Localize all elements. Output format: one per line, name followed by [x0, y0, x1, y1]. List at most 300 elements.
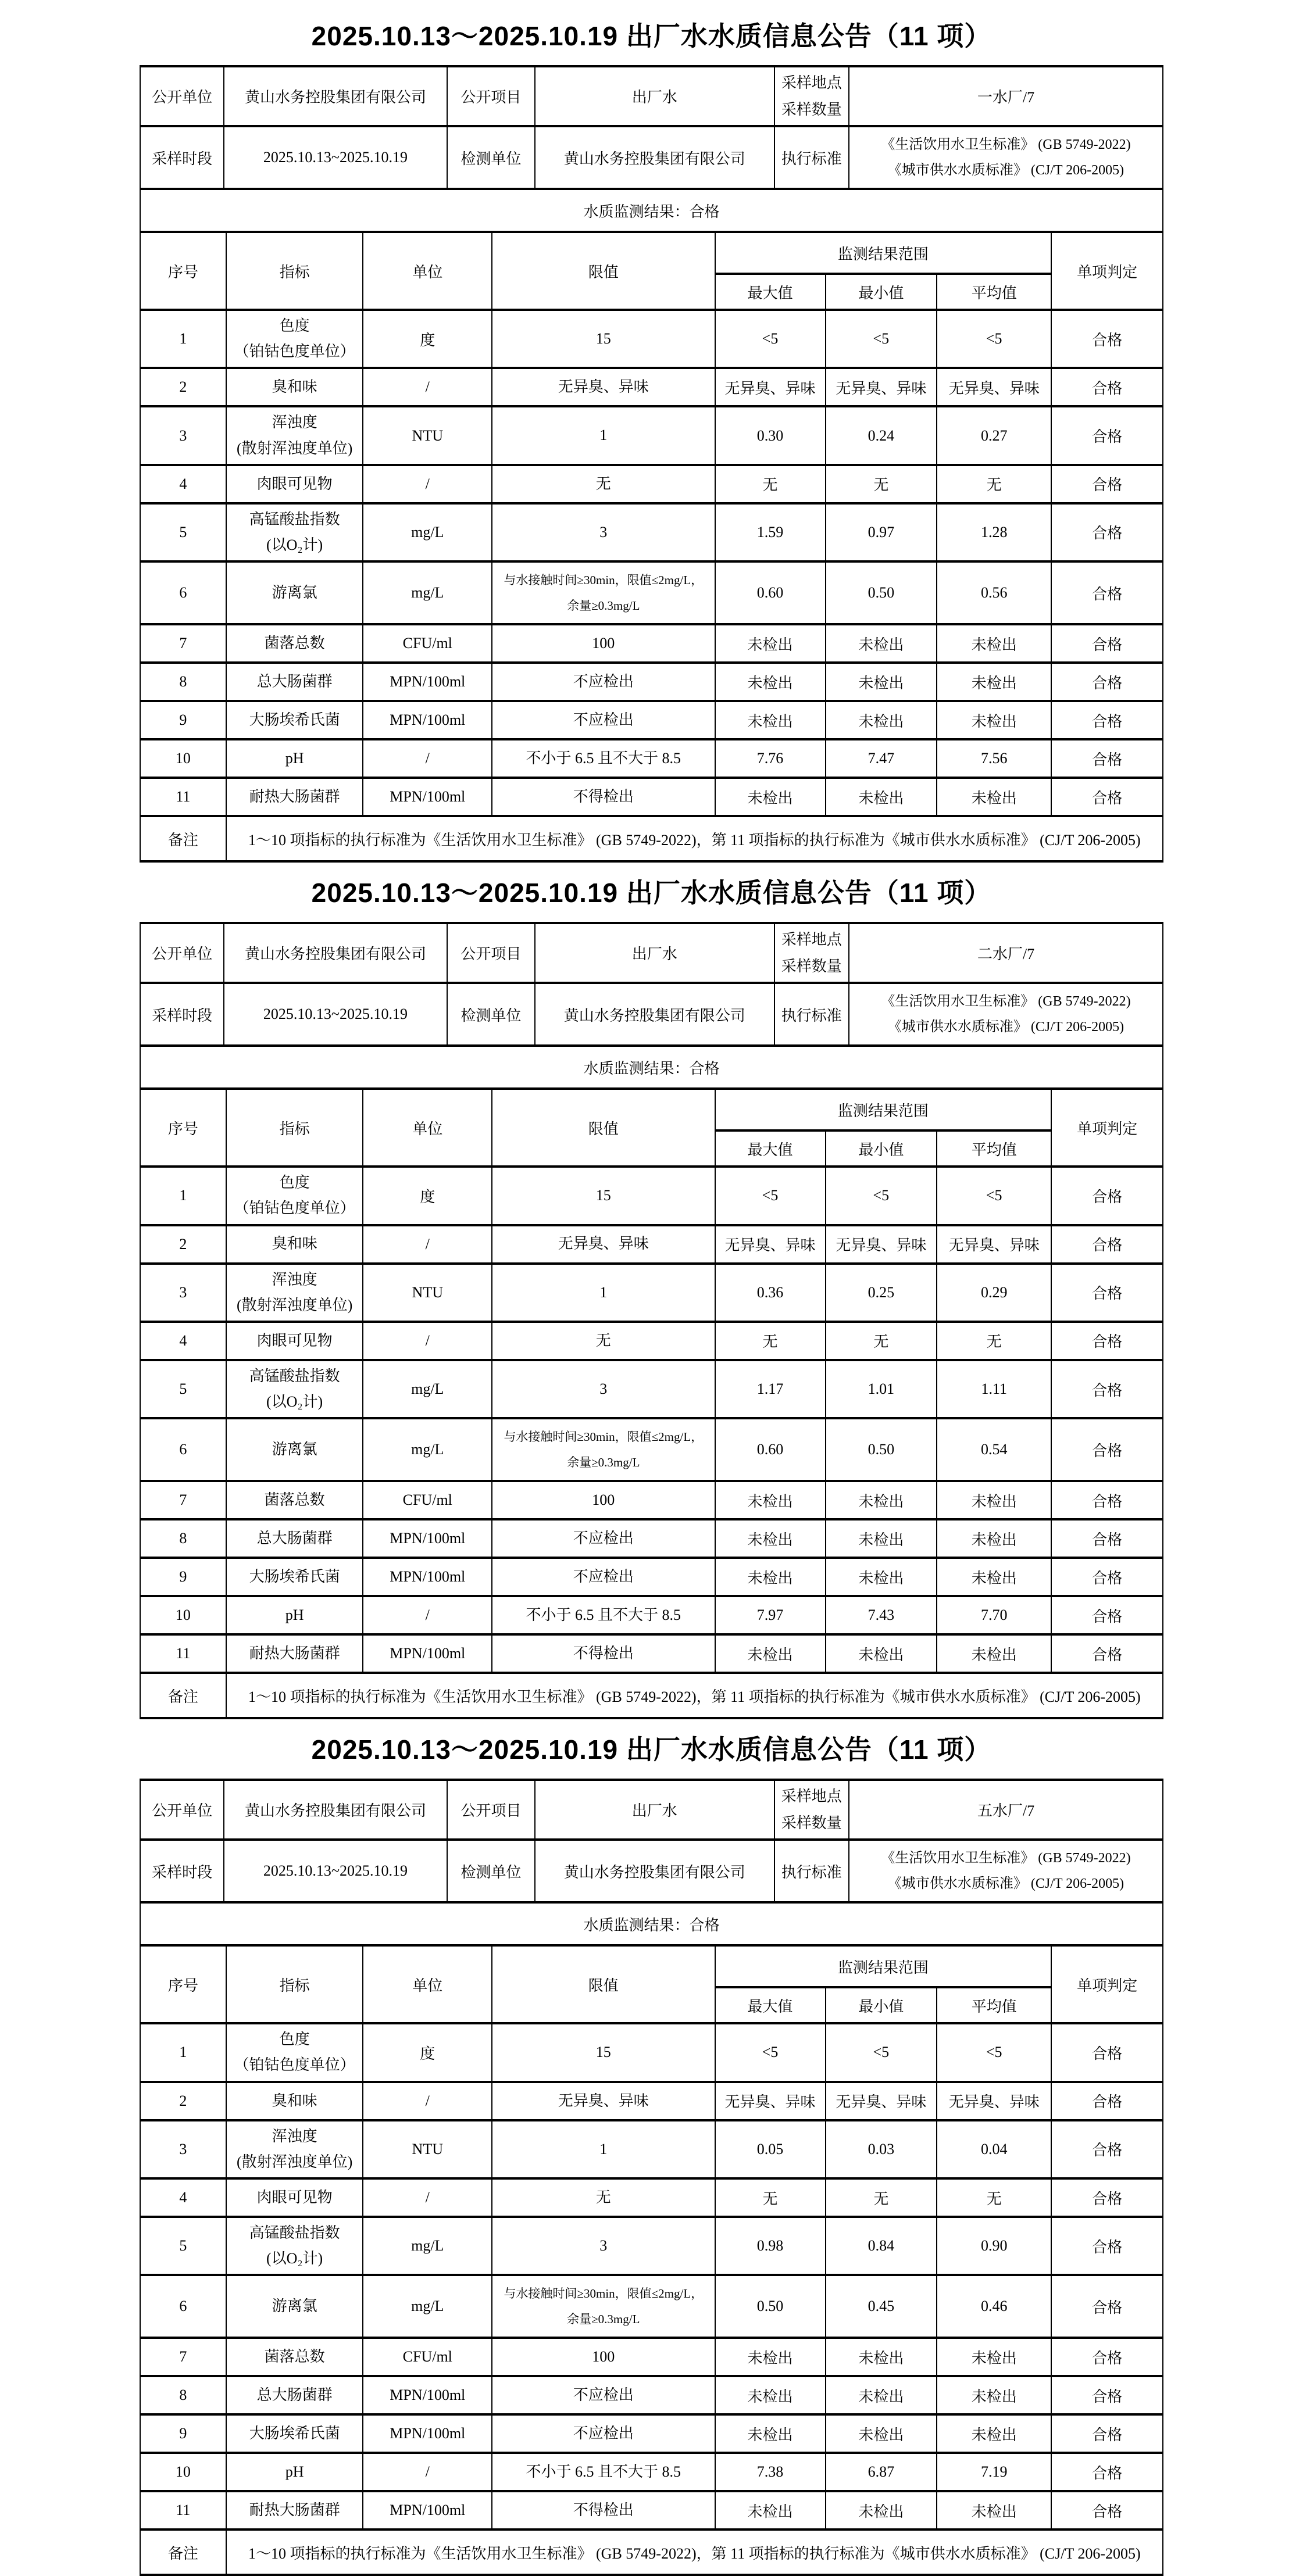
site-label-line: 采样数量	[781, 957, 842, 975]
indicator-name-cell	[226, 2491, 363, 2530]
limit-cell	[492, 1167, 715, 1225]
indicator-name-line: 耐热大肠菌群	[249, 788, 340, 806]
indicator-name-cell	[226, 663, 363, 701]
max-value-cell: 0.60	[715, 1418, 826, 1481]
avg-value-cell: 1.11	[937, 1360, 1051, 1418]
limit-cell	[492, 778, 715, 816]
standard-label: 执行标准	[774, 126, 849, 189]
indicator-row	[140, 561, 1163, 624]
judgement-cell: 合格	[1051, 2082, 1163, 2120]
max-value-cell: 0.36	[715, 1264, 826, 1322]
indicator-row	[140, 1558, 1163, 1596]
indicator-name-line: pH	[285, 750, 304, 767]
limit-line: 不小于 6.5 且不大于 8.5	[526, 2463, 681, 2481]
avg-value-cell: 未检出	[937, 2414, 1051, 2453]
indicator-row	[140, 2082, 1163, 2120]
min-value-cell: 0.84	[826, 2217, 937, 2275]
max-value-cell: 未检出	[715, 778, 826, 816]
unit-cell: MPN/100ml	[363, 2414, 492, 2453]
col-judge: 单项判定	[1051, 233, 1163, 310]
indicator-name-cell	[226, 1634, 363, 1673]
indicator-name-line: 臭和味	[272, 1235, 317, 1253]
indicator-name-cell	[226, 2376, 363, 2414]
max-value-cell: 未检出	[715, 663, 826, 701]
limit-line: 15	[595, 330, 611, 348]
unit-cell: MPN/100ml	[363, 778, 492, 816]
judgement-cell: 合格	[1051, 2120, 1163, 2178]
indicator-name-line: (散射浑浊度单位)	[236, 1296, 353, 1314]
limit-line: 100	[592, 2348, 615, 2366]
avg-value-cell: 未检出	[937, 778, 1051, 816]
max-value-cell: 无异臭、异味	[715, 1225, 826, 1264]
indicator-name-cell	[226, 2082, 363, 2120]
seq-cell: 10	[140, 739, 226, 778]
avg-value-cell: 无异臭、异味	[937, 2082, 1051, 2120]
min-value-cell: 未检出	[826, 701, 937, 739]
max-value-cell: 1.17	[715, 1360, 826, 1418]
unit-cell: MPN/100ml	[363, 663, 492, 701]
judgement-cell: 合格	[1051, 561, 1163, 624]
info-row	[140, 126, 1163, 189]
limit-cell	[492, 465, 715, 503]
indicator-name-cell	[226, 2217, 363, 2275]
publish-unit-value: 黄山水务控股集团有限公司	[224, 66, 447, 126]
page-title: 2025.10.13～2025.10.19 出厂水水质信息公告（11 项）	[311, 21, 992, 51]
col-limit: 限值	[492, 233, 715, 310]
indicator-name-line: （铂钴色度单位）	[234, 1200, 355, 1217]
seq-cell: 2	[140, 2082, 226, 2120]
remark-label: 备注	[140, 1673, 226, 1718]
indicator-name-line: 菌落总数	[264, 635, 325, 652]
avg-value-cell: 无	[937, 465, 1051, 503]
seq-cell: 7	[140, 624, 226, 663]
max-value-cell: 未检出	[715, 1519, 826, 1558]
col-limit: 限值	[492, 1947, 715, 2023]
unit-cell: mg/L	[363, 2275, 492, 2338]
limit-cell	[492, 310, 715, 368]
limit-cell	[492, 2376, 715, 2414]
result-banner: 水质监测结果：合格	[140, 1904, 1163, 1945]
test-unit-value: 黄山水务控股集团有限公司	[535, 126, 774, 189]
indicator-name-line: 臭和味	[272, 378, 317, 396]
judgement-cell: 合格	[1051, 2178, 1163, 2217]
indicator-row	[140, 406, 1163, 464]
indicator-row	[140, 1360, 1163, 1418]
info-table	[140, 922, 1163, 1047]
indicator-name-line: 色度	[279, 317, 310, 334]
max-value-cell: 无	[715, 2178, 826, 2217]
indicator-name-line: 游离氯	[272, 584, 317, 602]
indicator-name-line: 耐热大肠菌群	[249, 2502, 340, 2519]
min-value-cell: 0.97	[826, 503, 937, 561]
col-min: 最小值	[826, 274, 937, 310]
col-min: 最小值	[826, 1987, 937, 2023]
limit-cell	[492, 701, 715, 739]
unit-cell: mg/L	[363, 1418, 492, 1481]
site-label	[774, 923, 849, 983]
limit-line: 与水接触时间≥30min，限值≤2mg/L，	[504, 1430, 704, 1444]
max-value-cell: <5	[715, 310, 826, 368]
seq-cell: 10	[140, 2453, 226, 2491]
col-max: 最大值	[715, 1130, 826, 1167]
seq-cell: 10	[140, 1596, 226, 1634]
seq-cell: 3	[140, 406, 226, 464]
judgement-cell: 合格	[1051, 739, 1163, 778]
publish-unit-value: 黄山水务控股集团有限公司	[224, 923, 447, 983]
limit-line: 15	[595, 2044, 611, 2061]
seq-cell: 8	[140, 1519, 226, 1558]
avg-value-cell: 无异臭、异味	[937, 368, 1051, 406]
data-table	[140, 1090, 1163, 1719]
limit-line: 无异臭、异味	[558, 378, 649, 396]
seq-cell: 7	[140, 2338, 226, 2376]
min-value-cell: <5	[826, 2023, 937, 2081]
indicator-row	[140, 778, 1163, 816]
publish-unit-value: 黄山水务控股集团有限公司	[224, 1780, 447, 1840]
min-value-cell: 6.87	[826, 2453, 937, 2491]
min-value-cell: 1.01	[826, 1360, 937, 1418]
indicator-name-line: (散射浑浊度单位)	[236, 439, 353, 457]
standard-label: 执行标准	[774, 1840, 849, 1902]
project-label: 公开项目	[447, 923, 535, 983]
document-page	[140, 0, 1163, 2576]
col-unit: 单位	[363, 1947, 492, 2023]
indicator-tbody	[140, 1167, 1163, 1673]
standard-line: 《生活饮用水卫生标准》 (GB 5749-2022)	[881, 993, 1131, 1009]
result-banner-row	[140, 1904, 1163, 1945]
judgement-cell: 合格	[1051, 2453, 1163, 2491]
indicator-row	[140, 1481, 1163, 1519]
limit-line: 不得检出	[573, 2502, 634, 2519]
remark-row	[140, 816, 1163, 861]
col-unit: 单位	[363, 233, 492, 310]
header-row	[140, 1090, 1163, 1130]
max-value-cell: 未检出	[715, 2491, 826, 2530]
announcement-block	[140, 872, 1163, 1719]
avg-value-cell: 未检出	[937, 1558, 1051, 1596]
limit-line: 无异臭、异味	[558, 1235, 649, 1253]
col-avg: 平均值	[937, 274, 1051, 310]
seq-cell: 11	[140, 778, 226, 816]
min-value-cell: 无异臭、异味	[826, 368, 937, 406]
limit-line: 不应检出	[573, 2387, 634, 2404]
seq-cell: 5	[140, 503, 226, 561]
unit-cell: NTU	[363, 406, 492, 464]
max-value-cell: 0.05	[715, 2120, 826, 2178]
limit-cell	[492, 2217, 715, 2275]
min-value-cell: 未检出	[826, 1519, 937, 1558]
judgement-cell: 合格	[1051, 624, 1163, 663]
max-value-cell: 未检出	[715, 701, 826, 739]
max-value-cell: 0.98	[715, 2217, 826, 2275]
page-title: 2025.10.13～2025.10.19 出厂水水质信息公告（11 项）	[311, 878, 992, 908]
indicator-name-line: 菌落总数	[264, 1491, 325, 1509]
info-row	[140, 983, 1163, 1046]
max-value-cell: 未检出	[715, 1481, 826, 1519]
indicator-name-line: 肉眼可见物	[256, 1332, 333, 1349]
judgement-cell: 合格	[1051, 2275, 1163, 2338]
limit-cell	[492, 368, 715, 406]
indicator-name-line: 高锰酸盐指数	[249, 510, 340, 528]
indicator-name-line: pH	[285, 1607, 304, 1624]
limit-line: 不小于 6.5 且不大于 8.5	[526, 1607, 681, 1624]
unit-cell: 度	[363, 2023, 492, 2081]
seq-cell: 3	[140, 1264, 226, 1322]
data-table	[140, 233, 1163, 863]
unit-cell: MPN/100ml	[363, 1634, 492, 1673]
max-value-cell: 未检出	[715, 2414, 826, 2453]
limit-line: 100	[592, 635, 615, 652]
indicator-name-line: （铂钴色度单位）	[234, 2056, 355, 2074]
min-value-cell: 未检出	[826, 778, 937, 816]
header-row	[140, 233, 1163, 274]
seq-cell: 2	[140, 368, 226, 406]
indicator-row	[140, 310, 1163, 368]
indicator-name-cell	[226, 701, 363, 739]
seq-cell: 6	[140, 2275, 226, 2338]
limit-line: 3	[599, 2237, 608, 2255]
limit-line: 100	[592, 1491, 615, 1509]
publish-unit-label: 公开单位	[140, 1780, 224, 1840]
announcement-block	[140, 15, 1163, 863]
max-value-cell: 未检出	[715, 624, 826, 663]
limit-cell	[492, 503, 715, 561]
period-value: 2025.10.13~2025.10.19	[224, 983, 447, 1046]
unit-cell: MPN/100ml	[363, 2376, 492, 2414]
min-value-cell: 无	[826, 465, 937, 503]
avg-value-cell: 无异臭、异味	[937, 1225, 1051, 1264]
indicator-row	[140, 624, 1163, 663]
max-value-cell: 0.50	[715, 2275, 826, 2338]
indicator-name-cell	[226, 2120, 363, 2178]
avg-value-cell: 1.28	[937, 503, 1051, 561]
limit-cell	[492, 2453, 715, 2491]
min-value-cell: 7.43	[826, 1596, 937, 1634]
remark-label: 备注	[140, 816, 226, 861]
seq-cell: 1	[140, 310, 226, 368]
limit-cell	[492, 2275, 715, 2338]
indicator-name-cell	[226, 2023, 363, 2081]
col-max: 最大值	[715, 1987, 826, 2023]
seq-cell: 9	[140, 701, 226, 739]
limit-cell	[492, 1360, 715, 1418]
col-range: 监测结果范围	[715, 1947, 1052, 1987]
limit-cell	[492, 2178, 715, 2217]
seq-cell: 6	[140, 561, 226, 624]
avg-value-cell: 0.46	[937, 2275, 1051, 2338]
judgement-cell: 合格	[1051, 1225, 1163, 1264]
indicator-row	[140, 503, 1163, 561]
site-value: 二水厂/7	[849, 923, 1163, 983]
unit-cell: CFU/ml	[363, 1481, 492, 1519]
indicator-row	[140, 2453, 1163, 2491]
indicator-name-line: 色度	[279, 1174, 310, 1192]
seq-cell: 2	[140, 1225, 226, 1264]
avg-value-cell: 0.04	[937, 2120, 1051, 2178]
col-max: 最大值	[715, 274, 826, 310]
standard-value	[849, 1840, 1163, 1902]
indicator-name-line: 臭和味	[272, 2092, 317, 2109]
indicator-row	[140, 1167, 1163, 1225]
min-value-cell: 未检出	[826, 663, 937, 701]
unit-cell: NTU	[363, 2120, 492, 2178]
limit-cell	[492, 1558, 715, 1596]
test-unit-value: 黄山水务控股集团有限公司	[535, 983, 774, 1046]
indicator-name-cell	[226, 465, 363, 503]
avg-value-cell: 0.54	[937, 1418, 1051, 1481]
col-judge: 单项判定	[1051, 1947, 1163, 2023]
min-value-cell: 无异臭、异味	[826, 2082, 937, 2120]
col-limit: 限值	[492, 1090, 715, 1167]
indicator-name-cell	[226, 2178, 363, 2217]
min-value-cell: 未检出	[826, 2414, 937, 2453]
standard-line: 《城市供水水质标准》 (CJ/T 206-2005)	[887, 163, 1124, 178]
limit-cell	[492, 1418, 715, 1481]
limit-line: 不应检出	[573, 673, 634, 690]
indicator-name-line: 总大肠菌群	[256, 2387, 333, 2404]
indicator-name-cell	[226, 310, 363, 368]
limit-line: 3	[599, 1380, 608, 1397]
seq-cell: 6	[140, 1418, 226, 1481]
avg-value-cell: 未检出	[937, 1481, 1051, 1519]
limit-cell	[492, 2023, 715, 2081]
indicator-row	[140, 2023, 1163, 2081]
limit-cell	[492, 1322, 715, 1360]
header-row	[140, 1947, 1163, 1987]
remark-text: 1～10 项指标的执行标准为《生活饮用水卫生标准》 (GB 5749-2022)，第 11 项指标的执行标准为《城市供水水质标准》 (CJ/T 206-2005)	[226, 816, 1163, 861]
judgement-cell: 合格	[1051, 1558, 1163, 1596]
limit-line: 余量≥0.3mg/L	[567, 599, 640, 613]
judgement-cell: 合格	[1051, 2217, 1163, 2275]
seq-cell: 8	[140, 663, 226, 701]
unit-cell: MPN/100ml	[363, 2491, 492, 2530]
unit-cell: /	[363, 2178, 492, 2217]
avg-value-cell: 未检出	[937, 2491, 1051, 2530]
min-value-cell: 无	[826, 1322, 937, 1360]
seq-cell: 4	[140, 1322, 226, 1360]
limit-cell	[492, 561, 715, 624]
result-banner: 水质监测结果：合格	[140, 190, 1163, 232]
indicator-name-cell	[226, 778, 363, 816]
indicator-name-line: 大肠埃希氏菌	[249, 1568, 340, 1586]
avg-value-cell: 未检出	[937, 624, 1051, 663]
indicator-row	[140, 2217, 1163, 2275]
indicator-name-line: 高锰酸盐指数	[249, 2224, 340, 2241]
min-value-cell: 无异臭、异味	[826, 1225, 937, 1264]
max-value-cell: 无	[715, 1322, 826, 1360]
unit-cell: MPN/100ml	[363, 701, 492, 739]
col-range: 监测结果范围	[715, 1090, 1052, 1130]
min-value-cell: 未检出	[826, 2491, 937, 2530]
page-title: 2025.10.13～2025.10.19 出厂水水质信息公告（11 项）	[311, 1734, 992, 1765]
indicator-row	[140, 2275, 1163, 2338]
site-value: 五水厂/7	[849, 1780, 1163, 1840]
max-value-cell: 1.59	[715, 503, 826, 561]
indicator-name-line: 浑浊度	[272, 2127, 317, 2145]
min-value-cell: 0.25	[826, 1264, 937, 1322]
limit-line: 余量≥0.3mg/L	[567, 1455, 640, 1470]
indicator-name-line: 耐热大肠菌群	[249, 1645, 340, 1662]
seq-cell: 5	[140, 1360, 226, 1418]
limit-cell	[492, 1481, 715, 1519]
indicator-row	[140, 2491, 1163, 2530]
unit-cell: CFU/ml	[363, 624, 492, 663]
seq-cell: 11	[140, 1634, 226, 1673]
indicator-row	[140, 701, 1163, 739]
min-value-cell: 无	[826, 2178, 937, 2217]
unit-cell: /	[363, 739, 492, 778]
limit-line: 不得检出	[573, 1645, 634, 1662]
col-indicator: 指标	[226, 1947, 363, 2023]
max-value-cell: 0.60	[715, 561, 826, 624]
limit-line: 1	[599, 427, 608, 444]
seq-cell: 4	[140, 2178, 226, 2217]
avg-value-cell: 未检出	[937, 1634, 1051, 1673]
test-unit-value: 黄山水务控股集团有限公司	[535, 1840, 774, 1902]
period-value: 2025.10.13~2025.10.19	[224, 1840, 447, 1902]
judgement-cell: 合格	[1051, 1519, 1163, 1558]
limit-line: 不应检出	[573, 1568, 634, 1586]
judgement-cell: 合格	[1051, 2023, 1163, 2081]
standard-line: 《城市供水水质标准》 (CJ/T 206-2005)	[887, 1019, 1124, 1035]
seq-cell: 7	[140, 1481, 226, 1519]
seq-cell: 5	[140, 2217, 226, 2275]
limit-cell	[492, 1519, 715, 1558]
avg-value-cell: <5	[937, 310, 1051, 368]
judgement-cell: 合格	[1051, 310, 1163, 368]
limit-line: 1	[599, 1283, 608, 1301]
indicator-row	[140, 2338, 1163, 2376]
indicator-name-line: 游离氯	[272, 2298, 317, 2315]
limit-line: 无异臭、异味	[558, 2092, 649, 2109]
max-value-cell: <5	[715, 1167, 826, 1225]
indicator-name-cell	[226, 2275, 363, 2338]
info-table	[140, 65, 1163, 190]
max-value-cell: 7.38	[715, 2453, 826, 2491]
result-banner-table	[140, 190, 1163, 233]
limit-line: 无	[595, 1332, 611, 1349]
indicator-name-cell	[226, 1481, 363, 1519]
judgement-cell: 合格	[1051, 701, 1163, 739]
remark-label: 备注	[140, 2530, 226, 2575]
project-value: 出厂水	[535, 66, 774, 126]
avg-value-cell: 未检出	[937, 2338, 1051, 2376]
max-value-cell: 未检出	[715, 1634, 826, 1673]
unit-cell: /	[363, 465, 492, 503]
limit-line: 不小于 6.5 且不大于 8.5	[526, 750, 681, 767]
avg-value-cell: <5	[937, 2023, 1051, 2081]
indicator-name-cell	[226, 1167, 363, 1225]
limit-line: 无	[595, 475, 611, 492]
indicator-name-cell	[226, 1418, 363, 1481]
min-value-cell: 未检出	[826, 1481, 937, 1519]
limit-cell	[492, 1634, 715, 1673]
indicator-name-line: 总大肠菌群	[256, 673, 333, 690]
limit-line: 余量≥0.3mg/L	[567, 2312, 640, 2327]
avg-value-cell: 7.70	[937, 1596, 1051, 1634]
unit-cell: /	[363, 368, 492, 406]
limit-cell	[492, 1225, 715, 1264]
unit-cell: /	[363, 1225, 492, 1264]
seq-cell: 3	[140, 2120, 226, 2178]
indicator-row	[140, 1634, 1163, 1673]
unit-cell: mg/L	[363, 561, 492, 624]
min-value-cell: 未检出	[826, 2338, 937, 2376]
max-value-cell: 无异臭、异味	[715, 2082, 826, 2120]
info-table	[140, 1779, 1163, 1904]
max-value-cell: 无异臭、异味	[715, 368, 826, 406]
min-value-cell: 0.03	[826, 2120, 937, 2178]
